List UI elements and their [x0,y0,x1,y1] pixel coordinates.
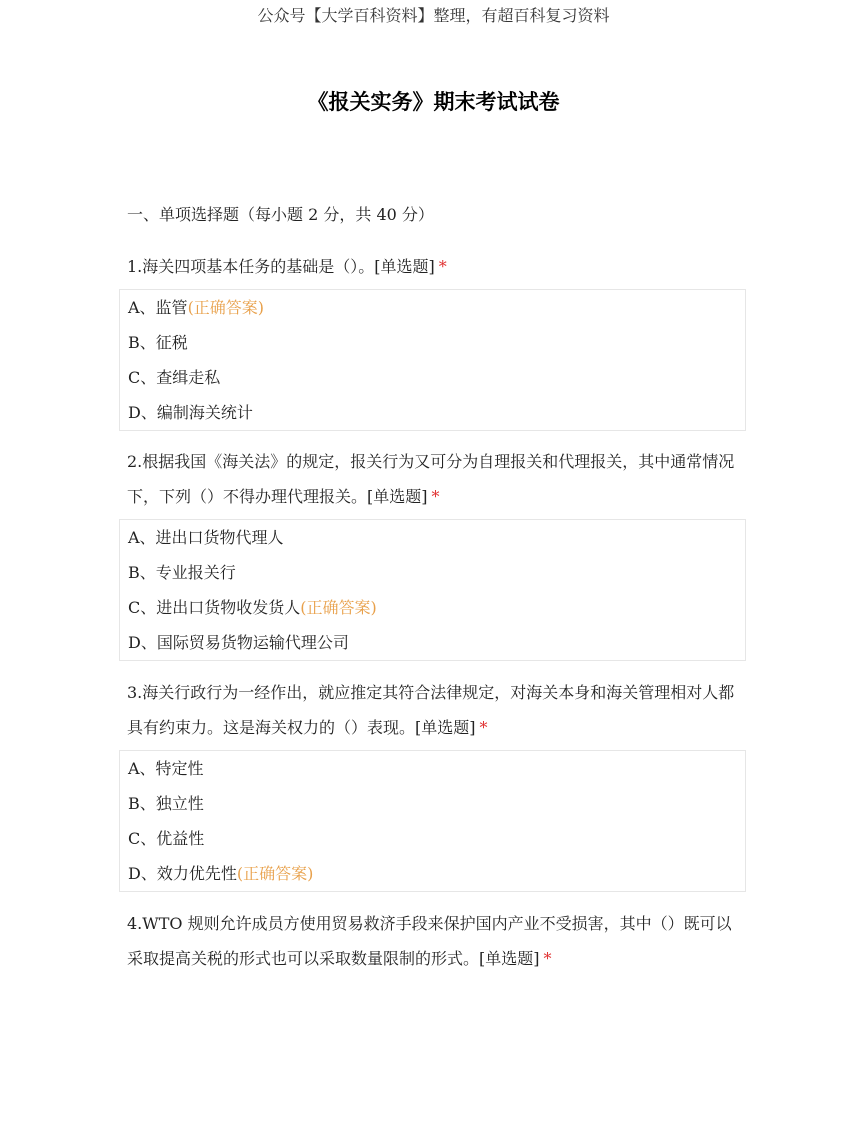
correct-answer-label: (正确答案) [187,298,265,317]
section-heading: 一、单项选择题（每小题 2 分，共 40 分） [127,205,434,224]
exam-title: 《报关实务》期末考试试卷 [307,90,560,114]
option-a[interactable]: A、监管(正确答案) [128,298,265,317]
options-box-1 [119,289,746,431]
question-text: 1.海关四项基本任务的基础是（）。[单选题] * [127,257,447,276]
option-a[interactable]: A、特定性 [128,759,204,778]
question-4 [127,906,739,976]
required-mark: * [438,257,447,276]
option-b[interactable]: B、征税 [128,333,188,352]
question-text: 2.根据我国《海关法》的规定，报关行为又可分为自理报关和代理报关，其中通常情况下，下列（）不得办理代理报关。[单选题] * [127,452,735,506]
required-mark: * [431,487,440,506]
option-c[interactable]: C、查缉走私 [128,368,221,387]
correct-answer-label: (正确答案) [236,864,314,883]
page-header: 公众号【大学百科资料】整理，有超百科复习资料 [257,6,610,25]
required-mark: * [543,949,552,968]
option-c[interactable]: C、优益性 [128,829,205,848]
question-text: 3.海关行政行为一经作出，就应推定其符合法律规定，对海关本身和海关管理相对人都具有约束力。这是海关权力的（）表现。[单选题] * [127,683,735,737]
option-d[interactable]: D、效力优先性(正确答案) [128,864,314,883]
question-2 [127,444,739,514]
option-c[interactable]: C、进出口货物收发货人(正确答案) [128,598,377,617]
required-mark: * [479,718,488,737]
question-1 [127,249,739,284]
option-b[interactable]: B、专业报关行 [128,563,236,582]
option-a[interactable]: A、进出口货物代理人 [128,528,284,547]
correct-answer-label: (正确答案) [300,598,377,617]
question-text: 4.WTO 规则允许成员方使用贸易救济手段来保护国内产业不受损害，其中（）既可以采取提高关税的形式也可以采取数量限制的形式。[单选题] * [127,914,732,968]
options-box-3 [119,750,746,892]
question-3 [127,675,739,745]
options-box-2 [119,519,746,661]
option-d[interactable]: D、国际贸易货物运输代理公司 [128,633,349,652]
option-d[interactable]: D、编制海关统计 [128,403,253,422]
option-b[interactable]: B、独立性 [128,794,204,813]
